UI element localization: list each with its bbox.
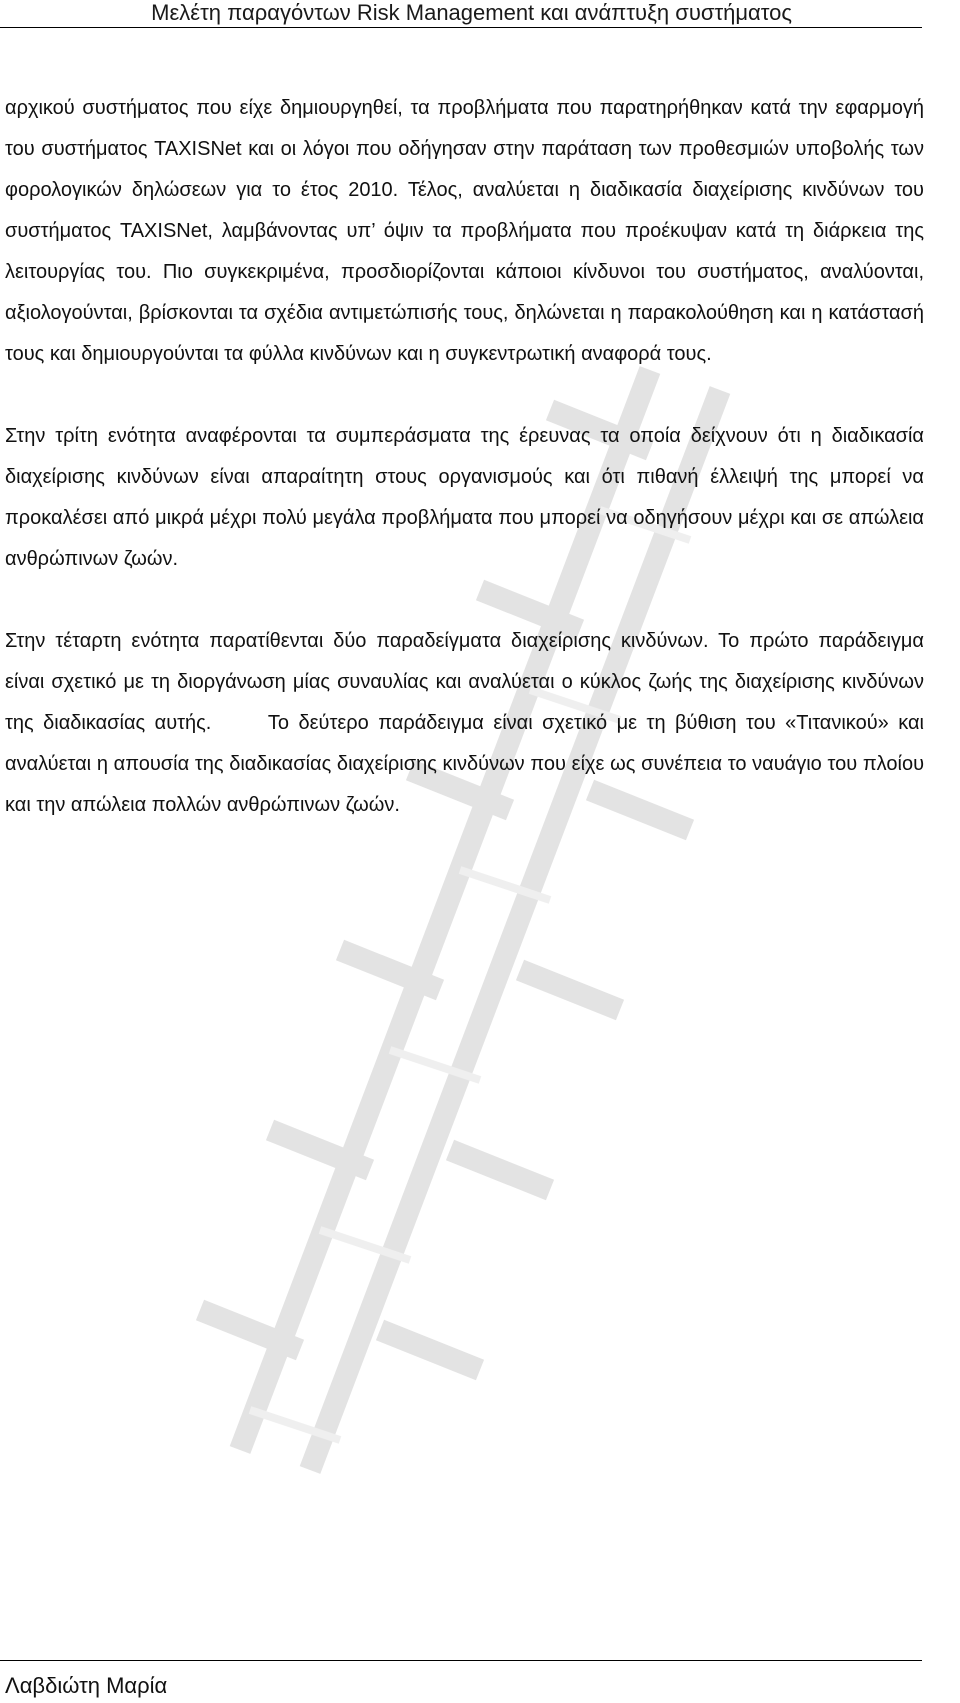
header-rule — [0, 27, 922, 28]
page-header — [0, 0, 960, 34]
document-body — [5, 88, 930, 826]
footer-author: Λαβδιώτη Μαρία — [5, 1673, 168, 1698]
footer-rule — [0, 1660, 922, 1661]
paragraph: Στην τέταρτη ενότητα παρατίθενται δύο παραδείγματα διαχείρισης κινδύνων. Το πρώτο παράδειγμα είναι σχετικό με τη διοργάνωση μίας συναυλίας και αναλύεται ο κύκλος ζωής της διαχείρισης κινδύνων της διαδικασίας αυτής. Το δεύτερο παράδειγμα είναι σχετικό με τη βύθιση του «Τιτανικού» και αναλύεται η απουσία της διαδικασίας διαχείρισης κινδύνων που είχε ως συνέπεια το ναυάγιο του πλοίου και την απώλεια πολλών ανθρώπινων ζωών. — [5, 630, 930, 816]
running-title: Μελέτη παραγόντων Risk Management και ανάπτυξη συστήματος — [151, 0, 792, 25]
paragraph: αρχικού συστήματος που είχε δημιουργηθεί, τα προβλήματα που παρατηρήθηκαν κατά την εφαρμογή του συστήματος TAXISNet και οι λόγοι που οδήγησαν στην παράταση των προθεσμιών υποβολής των φορολογικών δηλώσεων για το έτος 2010. Τέλος, αναλύεται η διαδικασία διαχείρισης κινδύνων του συστήματος TAXISNet, λαμβάνοντας υπ’ όψιν τα προβλήματα που προέκυψαν κατά τη διάρκεια της λειτουργίας του. Πιο συγκεκριμένα, προσδιορίζονται κάποιοι κίνδυνοι του συστήματος, αναλύονται, αξιολογούνται, βρίσκονται τα σχέδια αντιμετώπισής τους, δηλώνεται η παρακολούθηση και η κατάστασή τους και δημιουργούνται τα φύλλα κινδύνων και η συγκεντρωτική αναφορά τους. — [5, 97, 924, 365]
paragraph: Στην τρίτη ενότητα αναφέρονται τα συμπεράσματα της έρευνας τα οποία δείχνουν ότι η διαδικασία διαχείρισης κινδύνων είναι απαραίτητη στους οργανισμούς και ότι πιθανή έλλειψή της μπορεί να προκαλέσει από μικρά μέχρι πολύ μεγάλα προβλήματα που μπορεί να οδηγήσουν μέχρι και σε απώλεια ανθρώπινων ζωών. — [5, 425, 924, 570]
